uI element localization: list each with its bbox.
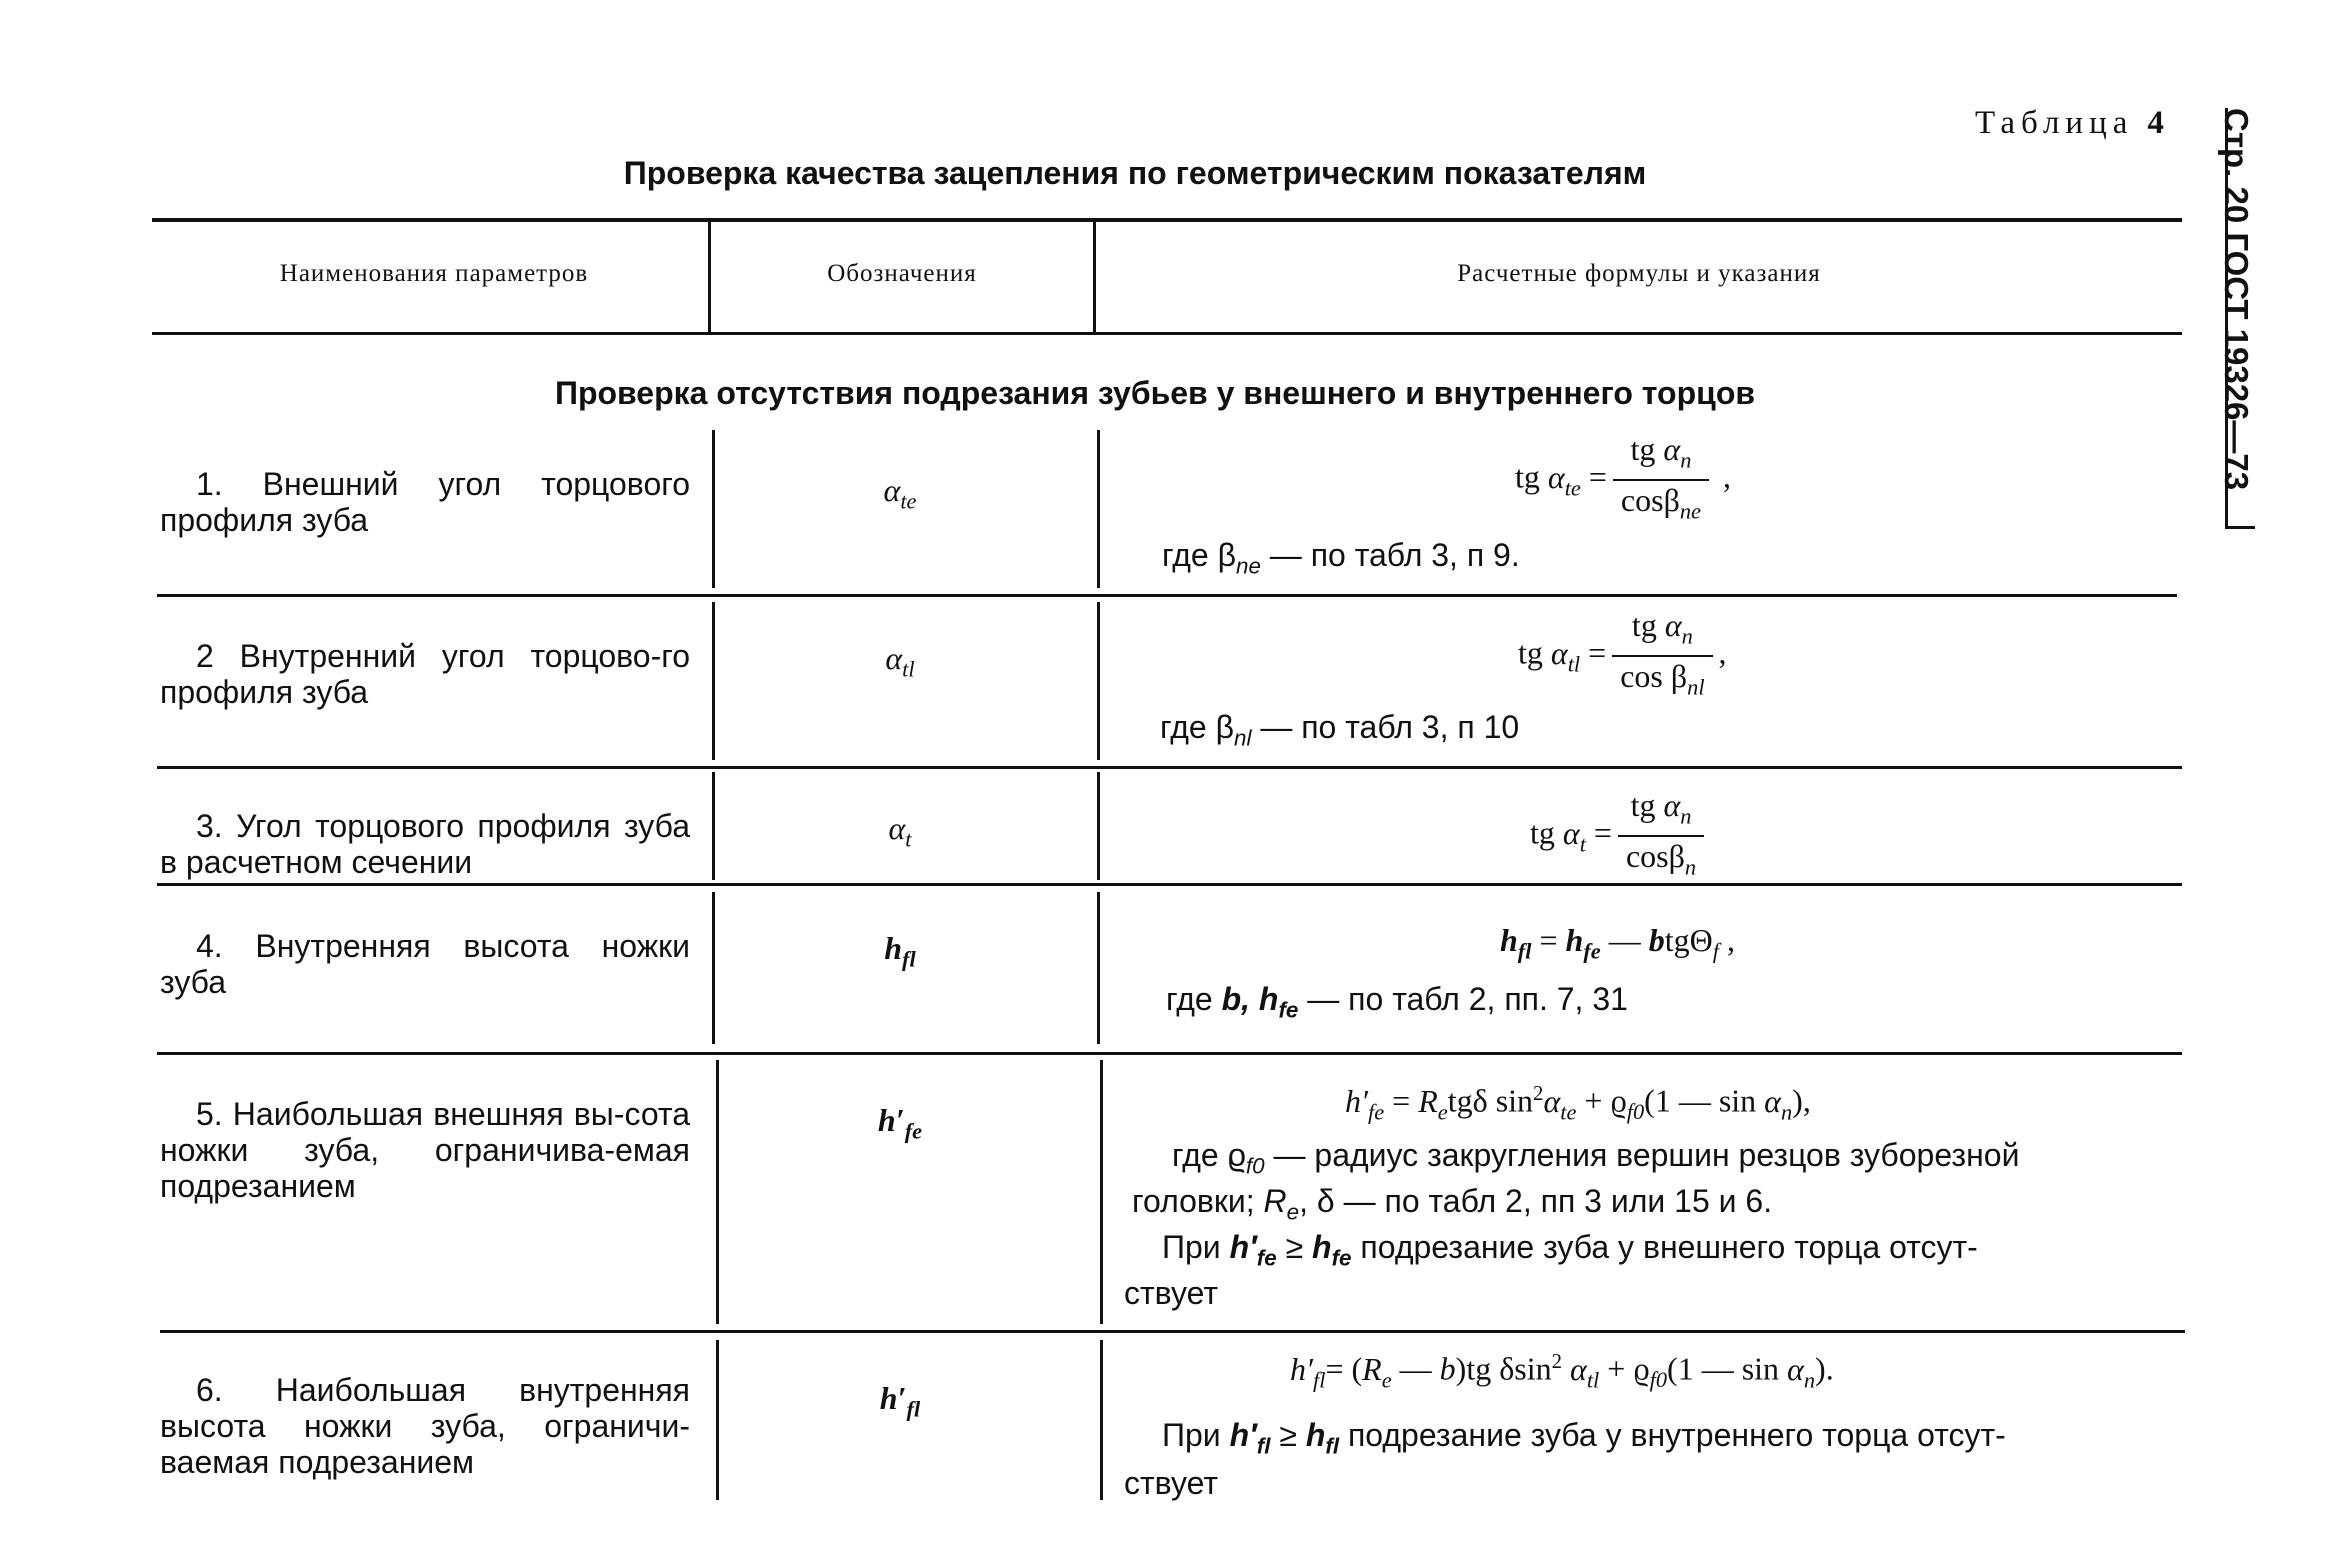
row6-name <box>160 1372 690 1480</box>
rule-row5 <box>160 1330 2185 1333</box>
row4-name-text: 4. Внутренняя высота ножки зуба <box>160 928 690 1000</box>
row1-divider-2 <box>1097 430 1100 588</box>
when-text: При <box>1162 1417 1221 1453</box>
cos-text: cos <box>1625 838 1669 875</box>
row4-note: где b, $h_{fe}$ — по табл 2, пп. 7, 31 <box>1166 981 1628 1023</box>
row5-name <box>160 1096 690 1204</box>
row3-symbol: $\alpha_t$ <box>888 810 912 852</box>
row6-divider-2 <box>1100 1340 1103 1500</box>
where-text: где <box>1172 1137 1219 1173</box>
tg-text: tg <box>1515 458 1540 495</box>
row5-formula: $h'_{fe} = R_etg\delta$ $\sin^2\alpha_{te} + ϱ_{f0}(1$ — $\sin \alpha_n$), <box>1345 1082 1811 1125</box>
row2-name <box>160 638 690 710</box>
row1-note: где $\beta_{ne}$ — по табл 3, п 9. <box>1162 537 1520 579</box>
row5-note3-tail: подрезание зуба у внешнего торца отсут- <box>1351 1229 1978 1265</box>
row5-divider-2 <box>1100 1060 1103 1324</box>
rule-header-bottom <box>152 332 2182 335</box>
column-header-names: Наименования параметров <box>279 260 589 287</box>
rule-row1 <box>157 594 2177 597</box>
row3-name <box>160 808 690 880</box>
where-text: где <box>1160 709 1207 745</box>
row2-symbol: $\alpha_{tl}$ <box>885 640 915 682</box>
row5-note2-head: головки; <box>1132 1183 1255 1219</box>
rule-row3 <box>157 883 2182 886</box>
cos-text: cos <box>1620 482 1664 519</box>
column-header-formulas: Расчетные формулы и указания <box>1457 260 1821 287</box>
rule-row2 <box>157 766 2182 769</box>
table-label-text: Таблица <box>1975 105 2134 141</box>
row1-formula: tg $\alpha_{te}$ = $\frac{tg \alpha_n}{\cos\beta_{ne}}$ , <box>1515 431 1731 524</box>
row4-name <box>160 928 690 1000</box>
row4-formula: $h_{fl} = h_{fe}$ — btgΘ$_f$ , <box>1500 922 1735 964</box>
row3-name-text: 3. Угол торцового профиля зуба в расчетном сечении <box>160 808 690 880</box>
tg-text: tg <box>1518 634 1543 671</box>
row3-formula: tg $\alpha_t$ = $\frac{tg \alpha_n}{\cos\beta_n}$ <box>1530 786 1710 887</box>
row5-note4: ствует <box>1124 1275 1218 1311</box>
row5-name-text: 5. Наибольшая внешняя вы-сота ножки зуба, ограничива-емая подрезанием <box>160 1096 690 1204</box>
row4-symbol: $h_{fl}$ <box>884 930 916 972</box>
where-text: где <box>1162 537 1209 573</box>
row5-symbol: $h'_{fe}$ <box>877 1102 923 1144</box>
row6-note2: ствует <box>1124 1465 1218 1501</box>
tg-text: tg <box>1631 607 1657 643</box>
row5-note1: где $ϱ_{f0}$ — радиус закругления вершин резцов зуборезной <box>1172 1137 2020 1179</box>
rule-row4 <box>157 1052 2182 1055</box>
row5-note3: При $h'_{fe} \ge h_{fe}$ подрезание зуба у внешнего торца отсут- <box>1162 1229 1978 1271</box>
row2-note: где $\beta_{nl}$ — по табл 3, п 10 <box>1160 709 1520 751</box>
column-header-symbols: Обозначения <box>827 260 977 287</box>
row1-name-text: 1. Внешний угол торцового профиля зуба <box>160 466 690 538</box>
row1-note-tail: — по табл 3, п 9. <box>1260 537 1520 573</box>
cos-text: cos <box>1620 658 1663 695</box>
row1-symbol: $\alpha_{te}$ <box>883 472 917 514</box>
row6-note1-tail: подрезание зуба у внутреннего торца отсут- <box>1339 1417 2006 1453</box>
row5-note2: головки; $R_e$, δ — по табл 2, пп 3 или 15 и 6. <box>1132 1183 1773 1225</box>
row2-name-text: 2 Внутренний угол торцово-го профиля зуба <box>160 638 690 710</box>
row2-note-tail: — по табл 3, п 10 <box>1251 709 1520 745</box>
table-label <box>1975 105 2164 142</box>
row1-name <box>160 466 690 538</box>
row6-formula: $h'_{fl}= (R_e$ — b)tg δsin$^2$ $\alpha_{tl} + ϱ_{f0}(1$ — $\sin \alpha_n$). <box>1290 1350 1834 1393</box>
tg-text: tg <box>1630 431 1656 467</box>
table-number: 4 <box>2147 105 2164 141</box>
rule-top <box>152 218 2182 222</box>
row4-note-tail: — по табл 2, пп. 7, 31 <box>1298 981 1628 1017</box>
row6-name-text: 6. Наибольшая внутренняя высота ножки зуба, ограничи-ваемая подрезанием <box>160 1372 690 1480</box>
row5-divider-1 <box>716 1060 719 1324</box>
when-text: При <box>1162 1229 1221 1265</box>
row5-note2-tail: — по табл 2, пп 3 или 15 и 6. <box>1334 1183 1773 1219</box>
row3-divider-2 <box>1097 772 1100 880</box>
row4-divider-2 <box>1097 892 1100 1044</box>
row2-divider-2 <box>1097 602 1100 760</box>
section-title: Проверка отсутствия подрезания зубьев у внешнего и внутреннего торцов <box>554 375 1756 411</box>
row5-note1-tail: — радиус закругления вершин резцов зуборезной <box>1264 1137 2020 1173</box>
tg-text: tg <box>1630 787 1656 823</box>
side-page-label: Стр. 20 ГОСТ 19326—73 <box>2218 108 2255 491</box>
table-title: Проверка качества зацепления по геометрическим показателям <box>623 155 1647 191</box>
tg-text: tg <box>1530 814 1555 851</box>
where-text: где <box>1166 981 1213 1017</box>
row2-formula: tg $\alpha_{tl}$ = $\frac{tg \alpha_n}{\cos \beta_{nl}}$ , <box>1518 607 1727 700</box>
row6-symbol: $h'_{fl}$ <box>879 1380 921 1422</box>
row6-note1: При $h'_{fl} \ge h_{fl}$ подрезание зуба у внутреннего торца отсут- <box>1162 1417 2006 1459</box>
side-rule-end <box>2225 526 2255 529</box>
